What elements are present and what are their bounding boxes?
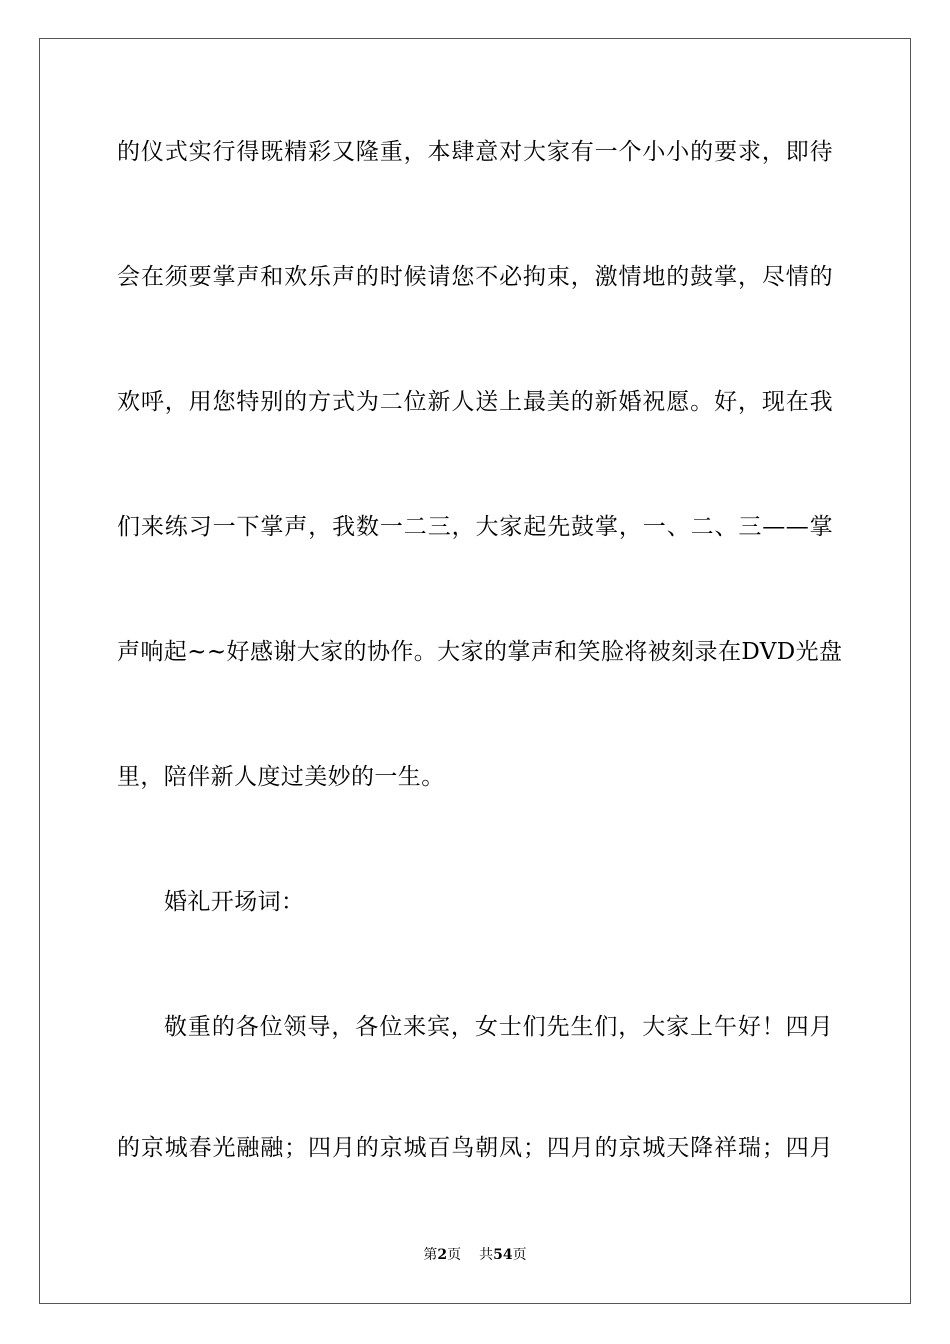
total-pages: 54 — [493, 1247, 513, 1263]
total-label-prefix: 共 — [479, 1247, 494, 1263]
body-text-line-9: 的京城春光融融；四月的京城百鸟朝凤；四月的京城天降祥瑞；四月 — [117, 1135, 833, 1161]
body-text-line-8: 敬重的各位领导，各位来宾，女士们先生们，大家上午好！四月 — [164, 1014, 833, 1040]
body-text-line-5: 声响起~~好感谢大家的协作。大家的掌声和笑脸将被刻录在DVD光盘 — [117, 639, 843, 665]
page-label-prefix: 第 — [423, 1247, 438, 1263]
section-heading: 婚礼开场词： — [164, 889, 305, 915]
body-text-line-2: 会在须要掌声和欢乐声的时候请您不必拘束，激情地的鼓掌，尽情的 — [117, 264, 833, 290]
page-label-suffix: 页 — [447, 1247, 462, 1263]
body-text-line-4: 们来练习一下掌声，我数一二三，大家起先鼓掌，一、二、三——掌 — [117, 514, 833, 540]
body-text-line-6: 里，陪伴新人度过美妙的一生。 — [117, 764, 445, 790]
page-footer — [0, 1246, 950, 1264]
page-number: 2 — [437, 1247, 448, 1263]
body-text-line-3: 欢呼，用您特别的方式为二位新人送上最美的新婚祝愿。好，现在我 — [117, 389, 833, 415]
page-border — [39, 38, 911, 1304]
total-label-suffix: 页 — [512, 1247, 527, 1263]
body-text-line-1: 的仪式实行得既精彩又隆重，本肆意对大家有一个小小的要求，即待 — [117, 139, 833, 165]
